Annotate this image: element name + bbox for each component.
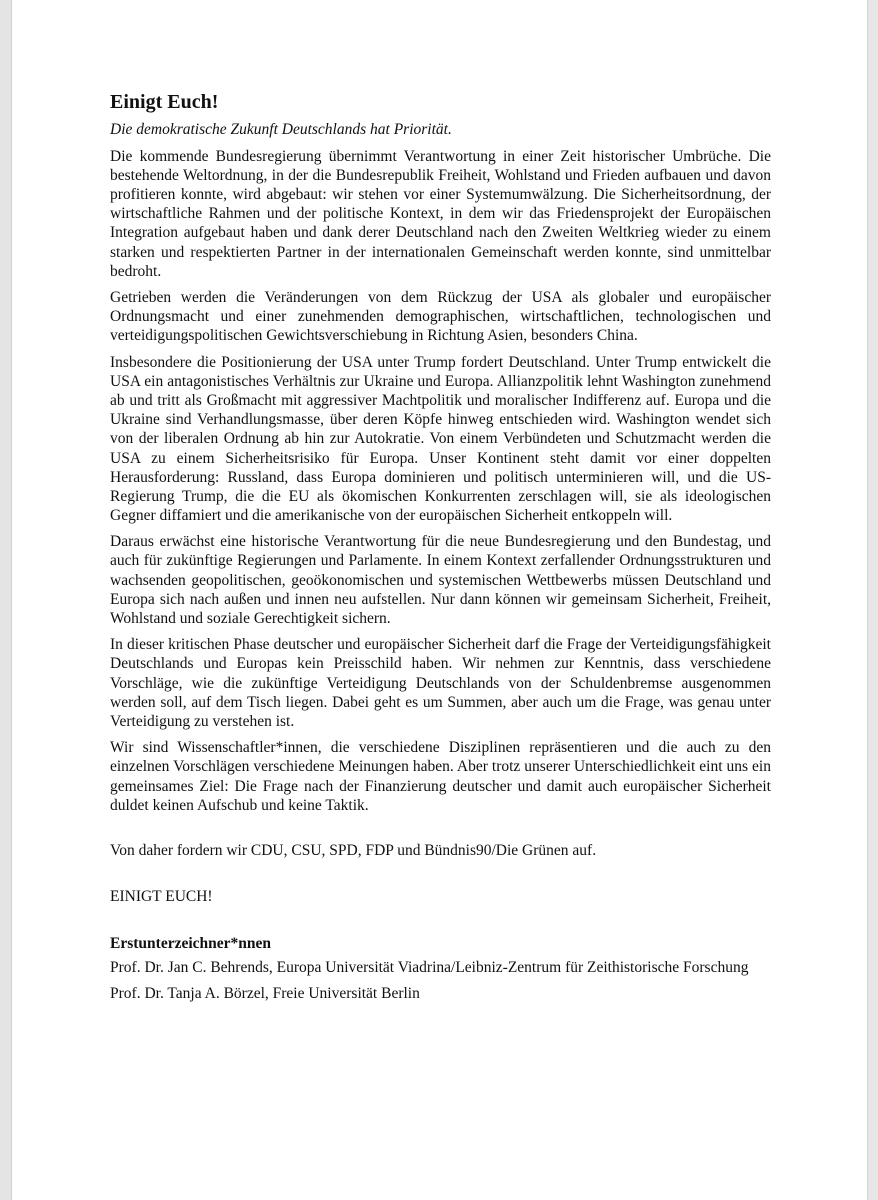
paragraph-2: Getrieben werden die Veränderungen von dem Rückzug der USA als globaler und europäischer Ordnungsmacht und einer zunehmenden demographischen, wirtschaftlichen, technologischen und verteidigungspolitischen Gewichtsverschiebung in Richtung Asien, besonders China. xyxy=(110,289,771,345)
paragraph-5: In dieser kritischen Phase deutscher und europäischer Sicherheit darf die Frage der Verteidigungsfähigkeit Deutschlands und Europas kein Preisschild haben. Wir nehmen zur Kenntnis, dass verschiedene Vorschläge, wie die zukünftige Verteidigung Deutschlands von der Schuldenbremse ausgenommen werden soll, auf dem Tisch liegen. Dabei geht es um Summen, aber auch um die Frage, was genau unter Verteidigung zu verstehen ist. xyxy=(110,636,771,730)
paragraph-3: Insbesondere die Positionierung der USA unter Trump fordert Deutschland. Unter Trump entwickelt die USA ein antagonistisches Verhältnis zur Ukraine und Europa. Allianzpolitik lehnt Washington zunehmend ab und tritt als Großmacht mit aggressiver Machtpolitik und moralischer Indifferenz auf. Europa und die Ukraine sind Verhandlungsmasse, über deren Köpfe hinweg entschieden wird. Washington wendet sich von der liberalen Ordnung ab hin zur Autokratie. Von einem Verbündeten und Schutzmacht werden die USA zu einem Sicherheitsrisiko für Europa. Unser Kontinent steht damit vor einer doppelten Herausforderung: Russland, dass Europa dominieren und politisch unterminieren will, und die US-Regierung Trump, die die EU als ökomischen Konkurrenten zerschlagen will, sie als ideologischen Gegner diffamiert und die amerikanische von der europäischen Sicherheit entkoppeln will. xyxy=(110,354,771,524)
paragraph-6: Wir sind Wissenschaftler*innen, die verschiedene Disziplinen repräsentieren und die auch zu den einzelnen Vorschlägen verschiedene Meinungen haben. Aber trotz unserer Unterschiedlichkeit eint uns ein gemeinsames Ziel: Die Frage nach der Finanzierung deutscher und damit auch europäischer Sicherheit duldet keinen Aufschub und keine Taktik. xyxy=(110,739,771,814)
spacer xyxy=(110,815,771,841)
document-title: Einigt Euch! xyxy=(110,91,219,113)
signer-2: Prof. Dr. Tanja A. Börzel, Freie Universität Berlin xyxy=(110,985,420,1003)
spacer xyxy=(110,906,771,934)
call-line: EINIGT EUCH! xyxy=(110,887,213,905)
demand-line: Von daher fordern wir CDU, CSU, SPD, FDP und Bündnis90/Die Grünen auf. xyxy=(110,841,597,859)
paragraph-1: Die kommende Bundesregierung übernimmt Verantwortung in einer Zeit historischer Umbrüche. Die bestehende Weltordnung, in der die Bundesrepublik Freiheit, Wohlstand und Frieden aufbauen und davon profitieren konnte, wird abgebaut: wir stehen vor einer Systemumwälzung. Die Sicherheitsordnung, der wirtschaftliche Rahmen und der politische Kontext, in dem wir das Friedensprojekt der Europäischen Integration aufgebaut haben und dank derer Deutschland nach den Zweiten Weltkrieg wieder zu einem starken und respektierten Partner in der internationalen Gemeinschaft werden konnte, sind unmittelbar bedroht. xyxy=(110,148,771,280)
document-subtitle: Die demokratische Zukunft Deutschlands hat Priorität. xyxy=(110,121,452,138)
signer-1: Prof. Dr. Jan C. Behrends, Europa Universität Viadrina/Leibniz-Zentrum für Zeithistorische Forschung xyxy=(110,958,749,976)
page-edge-right xyxy=(868,0,878,1200)
paragraph-4: Daraus erwächst eine historische Verantwortung für die neue Bundesregierung und den Bundestag, und auch für zukünftige Regierungen und Parlamente. In einem Kontext zerfallender Ordnungsstrukturen und wachsenden geopolitischen, geoökonomischen und systemischen Wettbewerbs müssen Deutschland und Europa sich nach außen und innen neu aufstellen. Nur dann können wir gemeinsam Sicherheit, Freiheit, Wohlstand und soziale Gerechtigkeit sichern. xyxy=(110,533,771,627)
page-edge-left-line xyxy=(11,0,12,1200)
page-edge-right-line xyxy=(867,0,868,1200)
document-body xyxy=(110,90,771,1010)
spacer xyxy=(110,860,771,887)
signers-heading: Erstunterzeichner*nnen xyxy=(110,934,272,952)
page-edge-left xyxy=(0,0,11,1200)
